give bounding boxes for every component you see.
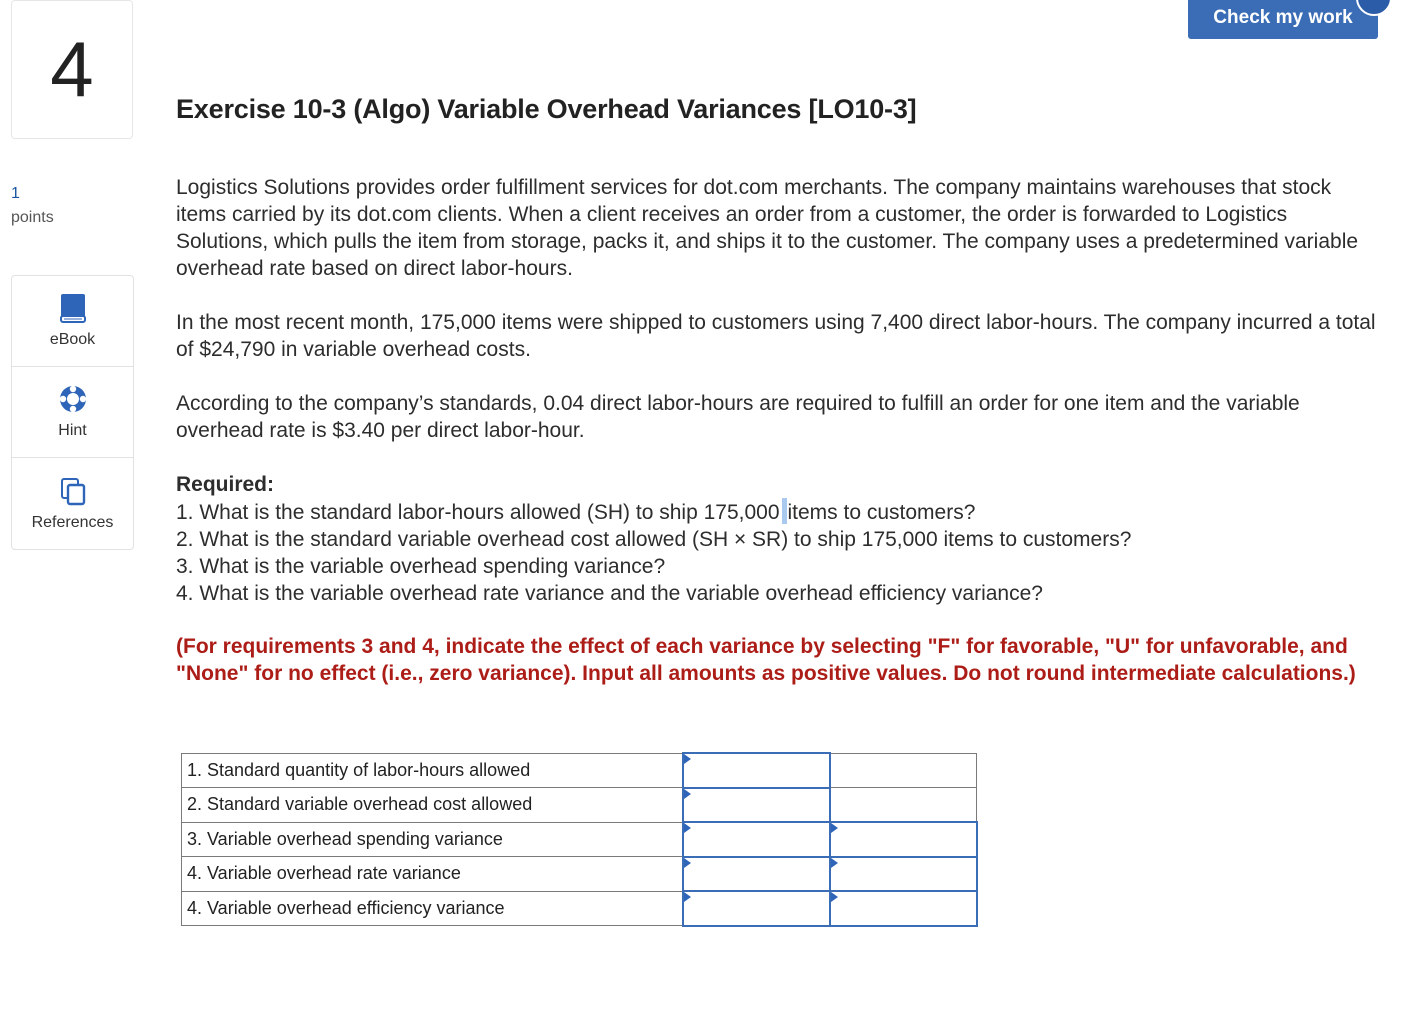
ebook-button[interactable] <box>12 276 133 367</box>
rate-variance-input[interactable] <box>684 858 829 891</box>
tools-panel <box>11 275 134 550</box>
row-label: 3. Variable overhead spending variance <box>182 822 683 857</box>
flag-icon <box>684 823 691 833</box>
references-label: References <box>31 513 114 531</box>
table-row <box>182 753 977 788</box>
requirement-2: 2. What is the standard variable overhead cost allowed (SH × SR) to ship 175,000 items to customers? <box>176 528 1132 551</box>
amount-cell[interactable] <box>683 822 830 857</box>
answer-table <box>181 752 978 927</box>
points-display <box>11 182 54 230</box>
table-row <box>182 857 977 892</box>
check-my-work-button[interactable]: Check my work <box>1188 0 1378 39</box>
flag-icon <box>831 892 838 902</box>
requirement-4: 4. What is the variable overhead rate variance and the variable overhead efficiency variance? <box>176 582 1043 605</box>
intro-paragraph: Logistics Solutions provides order fulfillment services for dot.com merchants. The company maintains warehouses that stock items carried by its dot.com clients. When a client receives an order from a customer, the order is forwarded to Logistics Solutions, which pulls the item from storage, packs it, and ships it to the customer. The company uses a predetermined variable overhead rate based on direct labor-hours. <box>176 176 1359 280</box>
spending-effect-select[interactable] <box>831 823 976 856</box>
effect-cell[interactable] <box>830 857 977 892</box>
row-label: 4. Variable overhead rate variance <box>182 857 683 892</box>
efficiency-effect-select[interactable] <box>831 892 976 925</box>
question-number: 4 <box>11 0 133 139</box>
monthly-data-paragraph: In the most recent month, 175,000 items were shipped to customers using 7,400 direct labor-hours. The company incurred a total of $24,790 in variable overhead costs. <box>176 311 1376 361</box>
references-button[interactable] <box>12 458 133 549</box>
lifebuoy-icon <box>58 384 88 414</box>
amount-cell[interactable] <box>683 753 830 788</box>
cost-allowed-input[interactable] <box>684 789 829 822</box>
text-cursor <box>782 498 787 524</box>
flag-icon <box>684 789 691 799</box>
copy-icon <box>58 476 88 506</box>
ebook-label: eBook <box>49 331 96 348</box>
row-label: 1. Standard quantity of labor-hours allowed <box>182 753 683 788</box>
required-section <box>176 471 1376 607</box>
flag-icon <box>831 823 838 833</box>
book-icon <box>59 293 87 323</box>
effect-cell[interactable] <box>830 891 977 926</box>
requirement-3: 3. What is the variable overhead spending variance? <box>176 555 666 578</box>
table-row <box>182 788 977 823</box>
flag-icon <box>684 754 691 764</box>
flag-icon <box>684 858 691 868</box>
effect-cell[interactable] <box>830 822 977 857</box>
empty-cell <box>830 753 977 788</box>
standards-paragraph: According to the company’s standards, 0.04 direct labor-hours are required to fulfill an order for one item and the variable overhead rate is $3.40 per direct labor-hour. <box>176 392 1300 442</box>
row-label: 2. Standard variable overhead cost allowed <box>182 788 683 823</box>
amount-cell[interactable] <box>683 891 830 926</box>
row-label: 4. Variable overhead efficiency variance <box>182 891 683 926</box>
flag-icon <box>684 892 691 902</box>
table-row <box>182 822 977 857</box>
amount-cell[interactable] <box>683 857 830 892</box>
efficiency-variance-input[interactable] <box>684 892 829 925</box>
sh-amount-input[interactable] <box>684 754 829 787</box>
amount-cell[interactable] <box>683 788 830 823</box>
requirement-1 <box>176 498 1376 526</box>
spending-variance-input[interactable] <box>684 823 829 856</box>
hint-button[interactable] <box>12 367 133 458</box>
instructions-note: (For requirements 3 and 4, indicate the effect of each variance by selecting "F" for favorable, "U" for unfavorable, and "None" for no effect (i.e., zero variance). Input all amounts as positive values. Do not round intermediate calculations.) <box>176 635 1356 685</box>
hint-label: Hint <box>58 422 87 439</box>
points-label: points <box>11 209 54 226</box>
exercise-title: Exercise 10-3 (Algo) Variable Overhead Variances [LO10-3] <box>176 94 917 124</box>
flag-icon <box>831 858 838 868</box>
points-value: 1 <box>11 185 20 202</box>
requirement-1-end: items to customers? <box>787 501 976 524</box>
required-heading: Required: <box>176 473 275 496</box>
requirement-1-start: 1. What is the standard labor-hours allowed (SH) to ship 175,000 <box>176 501 780 524</box>
table-row <box>182 891 977 926</box>
rate-effect-select[interactable] <box>831 858 976 891</box>
empty-cell <box>830 788 977 823</box>
